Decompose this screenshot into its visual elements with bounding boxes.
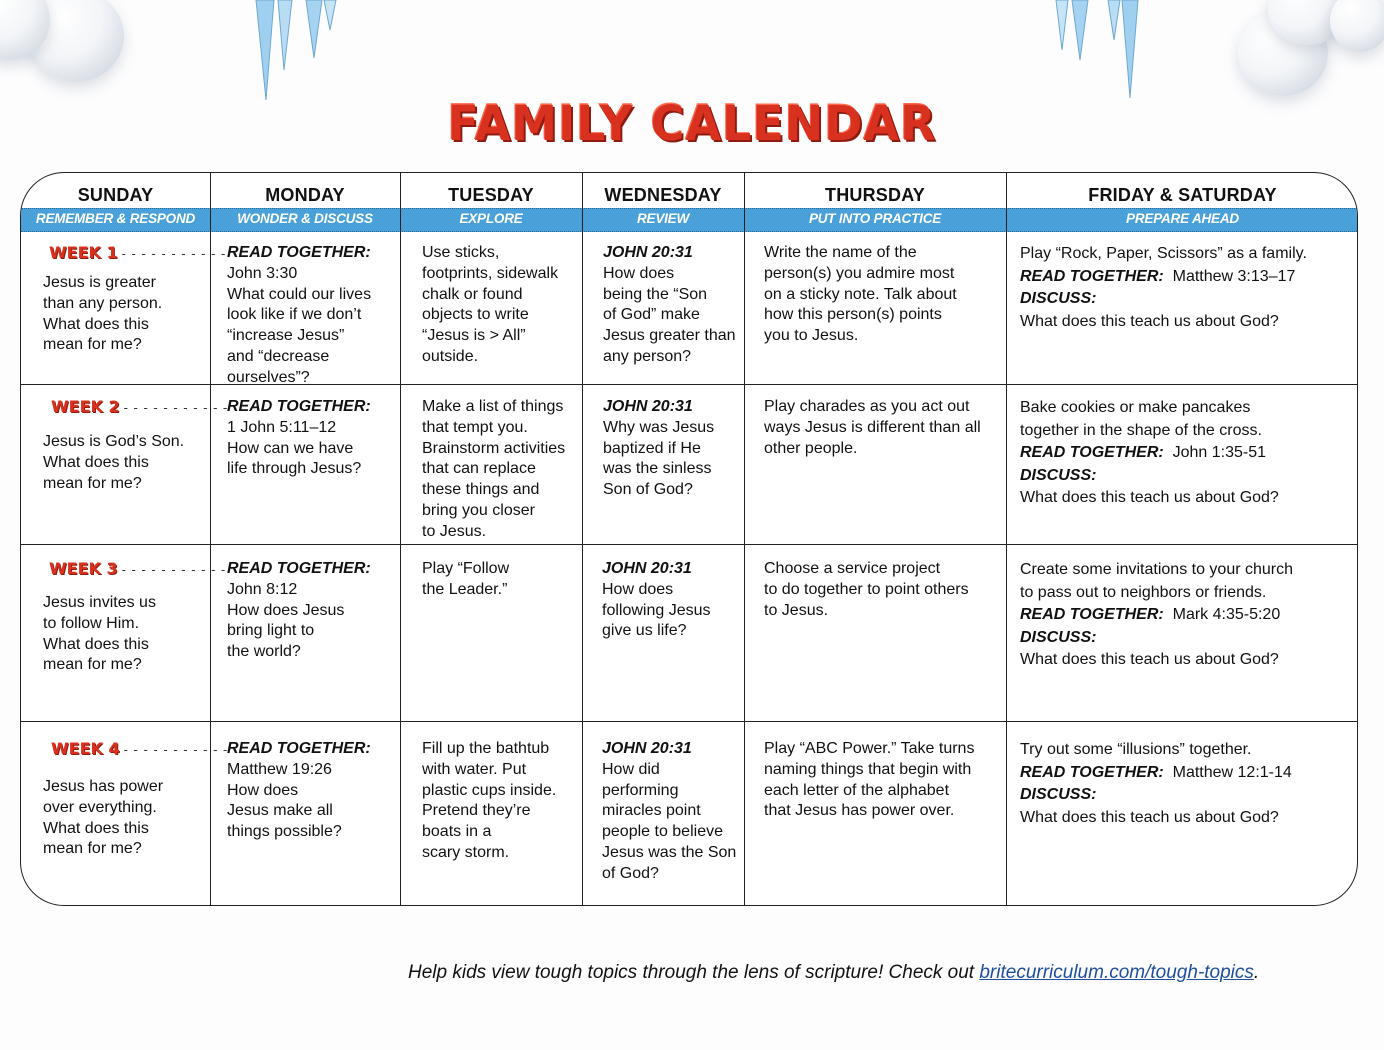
footer-text: Help kids view tough topics through the lens of scripture! Check out britecurriculum.com/tough-topics. (408, 962, 1260, 983)
wednesday-cell: JOHN 20:31 Why was Jesus baptized if He was the sinless Son of God? (603, 398, 715, 499)
week-label: WEEK 2 - - - - - - - - - - - (51, 397, 229, 416)
column-divider (210, 173, 211, 906)
day-header-tuesday: TUESDAY (448, 185, 534, 205)
tuesday-cell: Play “Follow the Leader.” (422, 560, 510, 598)
week-label: WEEK 3 - - - - - - - - - - - (49, 559, 227, 578)
wednesday-cell: JOHN 20:31 How does following Jesus give us life? (602, 560, 711, 640)
week-label: WEEK 4 - - - - - - - - - - - (51, 739, 229, 758)
day-header-thursday: THURSDAY (825, 185, 925, 205)
icicles-icon (1050, 0, 1146, 100)
row-divider (21, 721, 1358, 722)
column-divider (582, 173, 583, 906)
monday-cell: READ TOGETHER: John 8:12 How does Jesus bring light to the world? (227, 560, 371, 661)
sunday-text: Jesus is greater than any person. What does this mean for me? (43, 274, 163, 354)
subtitle-thursday: PUT INTO PRACTICE (808, 211, 942, 226)
row-divider (21, 384, 1358, 385)
column-divider (1006, 173, 1007, 906)
sunday-text: Jesus is God’s Son. What does this mean for me? (43, 433, 185, 492)
day-header-sunday: SUNDAY (77, 185, 154, 205)
wednesday-cell: JOHN 20:31 How does being the “Son of God” make Jesus greater than any person? (603, 244, 736, 365)
sunday-text: Jesus has power over everything. What does this mean for me? (43, 778, 164, 858)
monday-cell: READ TOGETHER: John 3:30 What could our lives look like if we don’t “increase Jesus” and “decrease ourselves”? (227, 244, 372, 386)
subtitle-wednesday: REVIEW (636, 211, 690, 226)
thursday-cell: Play charades as you act out ways Jesus is different than all other people. (764, 398, 981, 457)
tuesday-cell: Use sticks, footprints, sidewalk chalk or found objects to write “Jesus is > All” outside. (422, 244, 559, 365)
friday-cell: Try out some “illusions” together. READ TOGETHER: Matthew 12:1-14 DISCUSS: What does this teach us about God? (1020, 741, 1292, 826)
monday-cell: READ TOGETHER: Matthew 19:26 How does Jesus make all things possible? (227, 740, 371, 841)
day-header-monday: MONDAY (265, 185, 345, 205)
tuesday-cell: Make a list of things that tempt you. Brainstorm activities that can replace these things and bring you closer to Jesus. (422, 398, 566, 540)
snowball-decoration (1330, 0, 1384, 52)
column-divider (744, 173, 745, 906)
thursday-cell: Write the name of the person(s) you admire most on a sticky note. Talk about how this person(s) points you to Jesus. (764, 244, 957, 345)
wednesday-cell: JOHN 20:31 How did performing miracles point people to believe Jesus was the Son of God? (602, 740, 737, 882)
subtitle-friday-saturday: PREPARE AHEAD (1126, 211, 1239, 226)
week-label: WEEK 1 - - - - - - - - - - - (49, 243, 227, 262)
thursday-cell: Choose a service project to do together to point others to Jesus. (764, 560, 969, 619)
friday-cell: Play “Rock, Paper, Scissors” as a family. READ TOGETHER: Matthew 3:13–17 DISCUSS: What does this teach us about God? (1020, 245, 1307, 330)
subtitle-sunday: REMEMBER & RESPOND (35, 211, 196, 226)
friday-cell: Bake cookies or make pancakes together in the shape of the cross. READ TOGETHER: John 1:35-51 DISCUSS: What does this teach us about God? (1020, 399, 1279, 506)
footer-link[interactable]: britecurriculum.com/tough-topics (979, 962, 1254, 983)
day-header-friday-saturday: FRIDAY & SATURDAY (1088, 185, 1277, 205)
icicles-icon (248, 0, 344, 100)
subtitle-tuesday: EXPLORE (459, 211, 523, 226)
monday-cell: READ TOGETHER: 1 John 5:11–12 How can we have life through Jesus? (227, 398, 371, 478)
friday-cell: Create some invitations to your church to pass out to neighbors or friends. READ TOGETHER: Mark 4:35-5:20 DISCUSS: What does this teach us about God? (1020, 561, 1294, 668)
subtitle-monday: WONDER & DISCUSS (237, 211, 373, 226)
row-divider (21, 544, 1358, 545)
thursday-cell: Play “ABC Power.” Take turns naming things that begin with each letter of the alphabet that Jesus has power over. (764, 740, 975, 820)
page-title: FAMILY CALENDAR (447, 94, 937, 152)
calendar-grid (20, 172, 1358, 906)
sunday-text: Jesus invites us to follow Him. What does this mean for me? (43, 594, 156, 674)
day-header-wednesday: WEDNESDAY (604, 185, 722, 205)
tuesday-cell: Fill up the bathtub with water. Put plastic cups inside. Pretend they’re boats in a scary storm. (422, 740, 557, 861)
column-divider (400, 173, 401, 906)
